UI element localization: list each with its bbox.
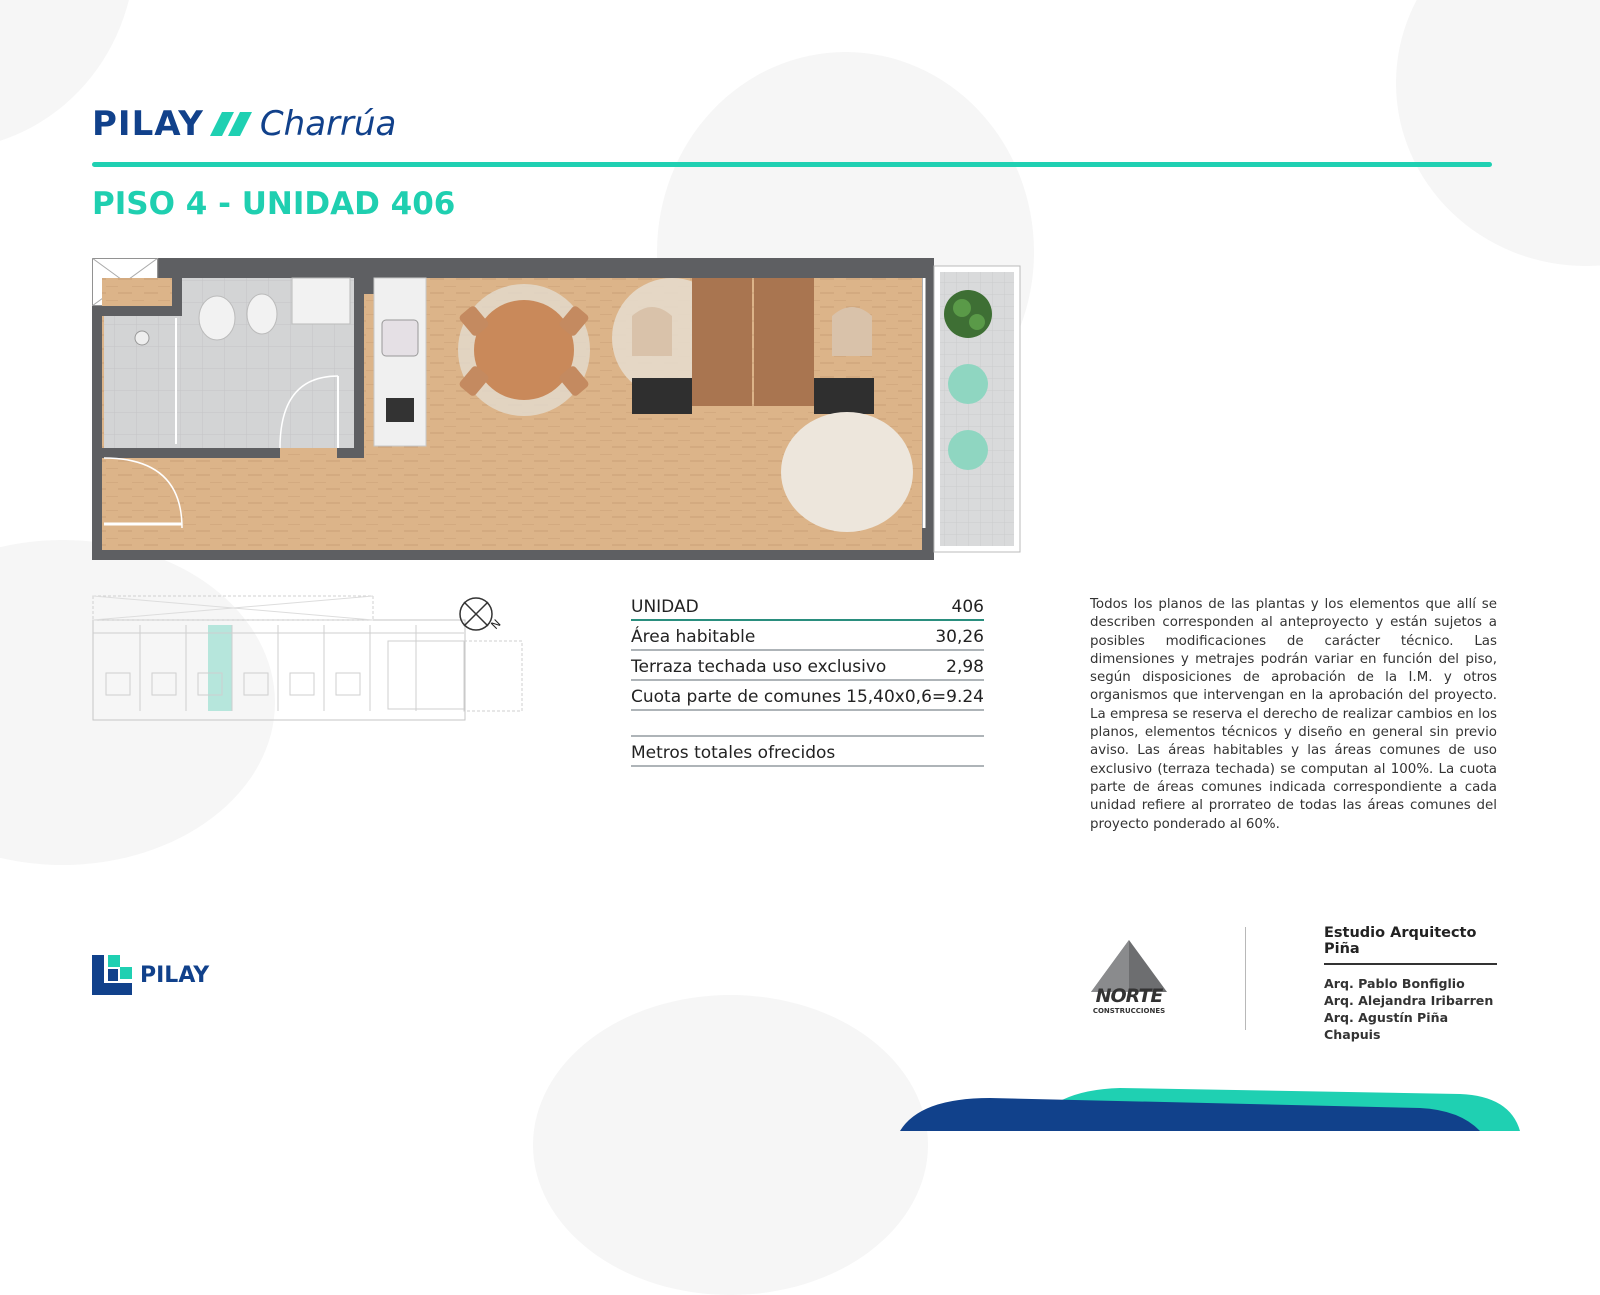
floor-plan (92, 258, 1022, 560)
unit-table (631, 593, 984, 767)
footer-separator (1245, 927, 1246, 1030)
unit-table-row (631, 623, 984, 651)
disclaimer-text: Todos los planos de las plantas y los elementos que allí se describen corresponden al anteproyecto y están sujetos a posibles modificaciones de carácter técnico. Las dimensiones y metrajes podrán variar en función del piso, según disposiciones de aprobación de la I.M. y otros organismos que intervengan en la aprobación del proyecto. La empresa se reserva el derecho de realizar cambios en los planos, elementos técnicos y diseño en general sin previo aviso. Las áreas habitables y las áreas comunes de uso exclusivo (terraza techada) se computan al 100%. La cuota parte de áreas comunes indicada correspondiente a cada unidad refiere al prorrateo de todas las áreas comunes del proyecto ponderado al 60%. (1090, 597, 1497, 832)
architect-list (1324, 975, 1497, 1043)
unit-table-row (631, 593, 984, 621)
norte-logo (1089, 940, 1169, 1015)
row-value: 2,98 (946, 657, 984, 677)
norte-subtitle: CONSTRUCCIONES (1092, 1007, 1166, 1015)
footer-logo (92, 955, 209, 995)
row-label: Cuota parte de comunes (631, 687, 842, 707)
row-label: Área habitable (631, 627, 756, 647)
studio-credits (1324, 925, 1497, 1043)
row-label: UNIDAD (631, 597, 699, 617)
architect-name: Arq. Agustín Piña Chapuis (1324, 1010, 1449, 1042)
footer-wave (900, 1080, 1600, 1131)
bg-circle-bottom-center (533, 995, 928, 1295)
row-label: Terraza techada uso exclusivo (631, 657, 887, 677)
pilay-slash-icon (208, 108, 256, 140)
norte-wordmark: NORTE (1095, 985, 1163, 1007)
header-rule (92, 162, 1492, 167)
header-logo (92, 104, 396, 144)
total-label: Metros totales ofrecidos (631, 743, 836, 763)
unit-table-row (631, 653, 984, 681)
page-title: PISO 4 - UNIDAD 406 (92, 186, 456, 222)
compass-label: N (488, 616, 504, 633)
row-value: 15,40x0,6=9.24 (846, 687, 984, 707)
unit-table-total-row (631, 735, 984, 767)
studio-title: Estudio Arquitecto Piña (1324, 925, 1497, 965)
row-value: 406 (951, 597, 984, 617)
unit-table-row (631, 683, 984, 711)
architect-name: Arq. Alejandra Iribarren (1324, 993, 1494, 1008)
footer-brand-name: PILAY (140, 962, 210, 988)
architect-name: Arq. Pablo Bonfiglio (1324, 976, 1465, 991)
project-name: Charrúa (259, 104, 397, 144)
bg-circle-top-right (1396, 0, 1600, 266)
brand-name: PILAY (92, 104, 204, 144)
pilay-building-icon (92, 955, 132, 995)
row-value: 30,26 (935, 627, 984, 647)
